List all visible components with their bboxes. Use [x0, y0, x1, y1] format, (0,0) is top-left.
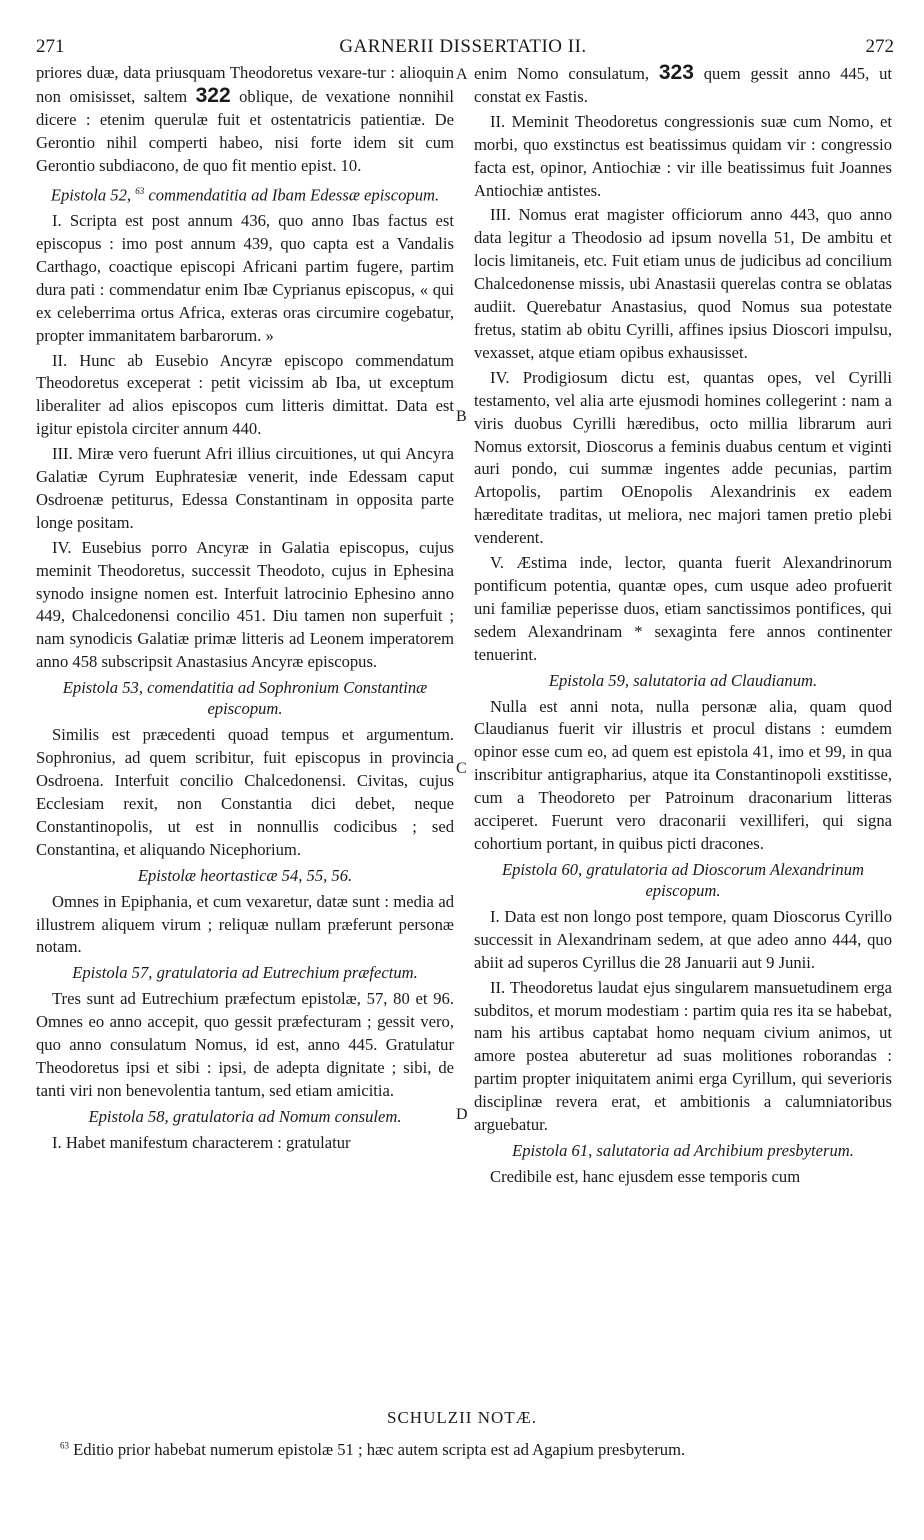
margin-letter-b: B	[456, 408, 467, 425]
margin-letter-a: A	[456, 66, 468, 83]
paragraph	[474, 62, 892, 109]
edition-page-marker: 323	[658, 61, 694, 84]
running-title: GARNERII DISSERTATIO II.	[339, 36, 587, 57]
footnote-ref: 63	[135, 185, 145, 196]
footnote	[60, 1440, 864, 1460]
paragraph: III. Nomus erat magister officiorum anno 443, quo anno data legitur a Theodosio ad ipsum novella 51, De ambitu et locis limitaneis, etc. Fuit etiam unus de judicibus ad concilium Chalcedonense missis, ubi Anastasii querelas contra se oblatas audiit. Querebatur Anastasius, quod Nomus sua potestate fretus, statim ab obitu Cyrilli, affines ipsius Dioscori impulsu, vexasset, atque etiam opibus exhausisset.	[474, 205, 892, 362]
epistola-heading	[36, 181, 454, 206]
margin-letter-c: C	[456, 760, 467, 777]
left-column	[36, 62, 454, 1157]
epistola-heading: Epistola 53, comendatitia ad Sophronium Constantinæ episcopum.	[62, 678, 428, 719]
paragraph: I. Data est non longo post tempore, quam Dioscorus Cyrillo successit in Alexandrinam sedem, at que adeo anno 444, quo abiit ad superos Cyrillus die 28 Januarii aut 9 Junii.	[474, 906, 892, 972]
page-number-right: 272	[865, 36, 894, 57]
heading-text: Epistola 52,	[50, 185, 136, 205]
paragraph: Credibile est, hanc ejusdem esse temporis cum	[490, 1166, 801, 1186]
paragraph: II. Meminit Theodoretus congressionis suæ cum Nomo, et morbi, quo exstinctus est beatissimus quidam vir : congressio facta est, opinor, Antiochiæ : vir ille beatissimus fuit Joannes Antiochiæ antistes.	[474, 111, 892, 200]
paragraph: IV. Eusebius porro Ancyræ in Galatia episcopus, cujus meminit Theodoretus, successit Theodoto, cujus in Ephesina synodo insigne nomen est. Interfuit latrocinio Ephesino anno 449, Chalcedonensi concilio 451. Diu tamen non superfuit ; nam synodicis Galatiæ primæ litteris ad Leonem imperatorem anno 458 subscripsit Anastasius Ancyræ episcopus.	[36, 537, 454, 672]
epistola-heading: Epistolæ heortasticæ 54, 55, 56.	[137, 865, 353, 885]
footnote-marker: 63	[60, 1440, 69, 1451]
margin-letter-d: D	[456, 1106, 468, 1123]
paragraph-text: quem gessit anno 445, ut constat ex Fastis.	[474, 64, 893, 106]
paragraph-text: priores duæ, data priusquam Theodoretus vexare-tur : alioquin non omisisset, saltem	[36, 63, 454, 106]
epistola-heading: Epistola 60, gratulatoria ad Dioscorum Alexandrinum episcopum.	[502, 859, 864, 900]
paragraph: II. Theodoretus laudat ejus singularem mansuetudinem erga subditos, et morum modestiam : partim quia res ita se habebat, nam his artibus captabat homo nequam civium animos, ut amore postea abuteretur ad suas molitiones roborandas : partim propter iniquitatem animi erga Cyrillum, qui severioris disciplinæ revera erat, et ambitionis a calumniatoribus arguebatur.	[474, 977, 892, 1135]
paragraph: II. Hunc ab Eusebio Ancyræ episcopo commendatum Theodoretus exceperat : petit vicissim ab Iba, ut exceptum liberaliter ad alios episcopos cum litteris dimittat. Data est igitur epistola circiter annum 440.	[36, 350, 454, 439]
edition-page-marker: 322	[195, 83, 231, 107]
running-header	[28, 36, 898, 60]
paragraph: Omnes in Epiphania, et cum vexaretur, datæ sunt : media ad illustrem aliquem virum ; reliquæ nullam præferunt personæ notam.	[36, 891, 454, 957]
epistola-heading: Epistola 61, salutatoria ad Archibium presbyterum.	[512, 1140, 854, 1160]
paragraph: Nulla est anni nota, nulla personæ alia, quam quod Claudianus fuerit vir illustris et procul distans : eumdem opinor esse cum eo, ad quem est epistola 41, imo et 99, in qua inscribitur antigrapharius, atque ita Constantinopoli exstitisse, cum a Theodoreto per Patroinum draconarium litteras acciperet. Fuerunt vero draconarii vexilliferi, qui signa cohortium portant, in quibus picti dracones.	[474, 696, 892, 853]
notes-title: SCHULZII NOTÆ.	[387, 1408, 537, 1427]
paragraph: V. Æstima inde, lector, quanta fuerit Alexandrinorum pontificum potentia, quantæ opes, cum usque adeo profuerit uni familiæ peperisse duos, etiam sanctissimos pontifices, qui sedem Alexandrinam * sexaginta fere annos continenter tenuerint.	[474, 553, 892, 664]
page-number-left: 271	[36, 36, 65, 57]
paragraph: IV. Prodigiosum dictu est, quantas opes, vel Cyrilli testamento, vel alia arte ejusmodi homines collegerint : nam a viris duobus Cyrilli hæredibus, octo millia librarum auri Nomus extorsit, Dioscorus a feminis duabus centum et viginti auri pondo, cui summæ ingentes adde pecunias, partim Artopolis, partim OEnopolis Alexandrinis ex eadem hæreditate traditas, ut meliora, nec majori tamen pretio plebi venderent.	[474, 367, 892, 548]
footnote-text: Editio prior habebat numerum epistolæ 51 ; hæc autem scripta est ad Agapium presbyterum.	[69, 1440, 686, 1459]
paragraph: Similis est præcedenti quoad tempus et argumentum. Sophronius, ad quem scribitur, fuit episcopus in provincia Osdroena. Interfuit concilio Chalcedonensi. Civitas, cujus Ecclesiam rexit, non Constantia dici debet, neque Constantinopolis, ut est in nonnullis codicibus ; sed Constantina, et aliquando Nicephorium.	[36, 725, 454, 859]
paragraph: III. Miræ vero fuerunt Afri illius circuitiones, ut qui Ancyra Galatiæ Cyrum Euphratesiæ venerit, inde Edessam caput Osdroenæ petiturus, Edessa Constantinam in opposita parte longe positam.	[36, 444, 454, 532]
heading-text: commendatitia ad Ibam Edessæ episcopum.	[144, 185, 440, 205]
paragraph-text: enim Nomo consulatum,	[474, 64, 659, 83]
epistola-heading: Epistola 57, gratulatoria ad Eutrechium præfectum.	[72, 963, 418, 983]
paragraph: I. Habet manifestum characterem : gratulatur	[52, 1132, 351, 1152]
right-column	[474, 62, 892, 1191]
paragraph: Tres sunt ad Eutrechium præfectum epistolæ, 57, 80 et 96. Omnes eo anno accepit, quo gessit præfecturam ; gessit vero, quo anno consulatum Nomus, id est, anno 445. Gratulatur Theodoretus ipsi et sibi : ipsi, de adepta dignitate ; sibi, de tanti viri non benevolentia tantum, sed etiam amicitia.	[36, 989, 454, 1100]
paragraph-text: oblique, de vexatione nonnihil dicere : etenim querulæ fuit et ostentatricis patientiæ. De Gerontio nihil comperti habeo, nisi forte idem sit cum Gerontio subdiacono, de quo fit mentio epist. 10.	[36, 86, 454, 175]
epistola-heading: Epistola 59, salutatoria ad Claudianum.	[548, 670, 818, 690]
paragraph	[36, 62, 454, 178]
paragraph: I. Scripta est post annum 436, quo anno Ibas factus est episcopus : imo post annum 439, quo capta est a Vandalis Carthago, coactique episcopi Africani partim fugere, partim dura pati : commendatur enim Ibæ Cyprianus episcopus, « qui ex celeberrima ortus Africa, exteras oras circumire cogebatur, propter immanitatem barbarorum. »	[36, 211, 454, 345]
epistola-heading: Epistola 58, gratulatoria ad Nomum consulem.	[88, 1106, 402, 1126]
